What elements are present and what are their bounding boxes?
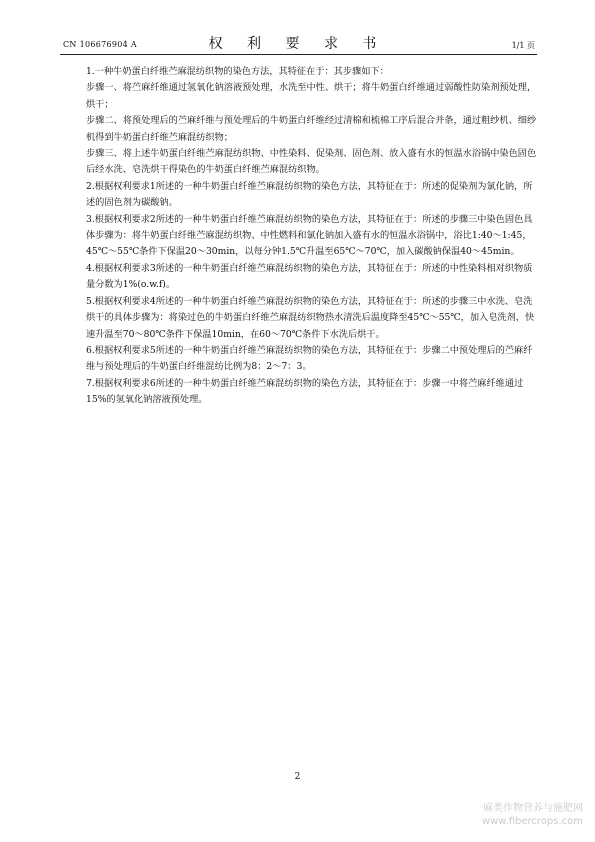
header-divider xyxy=(60,54,537,55)
header-doc-number: CN 106676904 A xyxy=(63,40,137,49)
watermark-url: www.fibercrops.com xyxy=(481,816,583,827)
claim-paragraph: 3.根据权利要求2所述的一种牛奶蛋白纤维苎麻混纺织物的染色方法，其特征在于：所述的步骤三中染色固色具体步骤为：将牛奶蛋白纤维苎麻混纺织物、中性燃料和氯化钠加入盛有水的恒温水浴锅中，浴比1:40～1:45，45℃～55℃条件下保温20～30min，以每分钟1.5℃升温至65℃～70℃，加入碳酸钠保温40～45min。 xyxy=(86,213,533,258)
header-page-label: 1/1 页 xyxy=(511,41,535,50)
claim-paragraph: 步骤二、将预处理后的苎麻纤维与预处理后的牛奶蛋白纤维经过清棉和梳棉工序后混合并条，通过粗纱机、细纱机得到牛奶蛋白纤维苎麻混纺织物； xyxy=(86,115,537,143)
watermark xyxy=(482,802,583,828)
claim-paragraph: 2.根据权利要求1所述的一种牛奶蛋白纤维苎麻混纺织物的染色方法，其特征在于：所述的促染剂为氯化钠，所述的固色剂为碳酸钠。 xyxy=(86,180,533,209)
watermark-site-name: 麻类作物营养与施肥网 xyxy=(483,803,583,814)
claims-body xyxy=(86,64,538,409)
claim-paragraph: 步骤三、将上述牛奶蛋白纤维苎麻混纺织物、中性染料、促染剂、固色剂、放入盛有水的恒温水浴锅中染色固色后经水洗、皂洗烘干得染色的牛奶蛋白纤维苎麻混纺织物。 xyxy=(86,148,537,176)
claim-paragraph: 5.根据权利要求4所述的一种牛奶蛋白纤维苎麻混纺织物的染色方法，其特征在于：所述的步骤三中水洗、皂洗烘干的具体步骤为：将染过色的牛奶蛋白纤维苎麻混纺织物热水清洗后温度降至45℃～55℃，加入皂洗剂，快速升温至70～80℃条件下保温10min，在60～70℃条件下水洗后烘干。 xyxy=(86,295,535,340)
claim-paragraph: 7.根据权利要求6所述的一种牛奶蛋白纤维苎麻混纺织物的染色方法，其特征在于：步骤一中将苎麻纤维通过15%的氢氧化钠溶液预处理。 xyxy=(86,377,524,406)
claim-paragraph: 步骤一、将苎麻纤维通过氢氧化钠溶液预处理，水洗至中性、烘干；将牛奶蛋白纤维通过弱酸性防染剂预处理，烘干； xyxy=(86,82,537,110)
claim-paragraph: 4.根据权利要求3所述的一种牛奶蛋白纤维苎麻混纺织物的染色方法，其特征在于：所述的中性染料相对织物质量分数为1%(o.w.f)。 xyxy=(86,262,533,291)
page-title: 权 利 要 求 书 xyxy=(208,36,387,52)
claim-paragraph: 6.根据权利要求5所述的一种牛奶蛋白纤维苎麻混纺织物的染色方法，其特征在于：步骤二中预处理后的苎麻纤维与预处理后的牛奶蛋白纤维混纺比例为8：2～7：3。 xyxy=(86,344,533,373)
page-number: 2 xyxy=(294,772,301,782)
claim-paragraph: 1.一种牛奶蛋白纤维苎麻混纺织物的染色方法，其特征在于：其步骤如下： xyxy=(86,66,389,77)
